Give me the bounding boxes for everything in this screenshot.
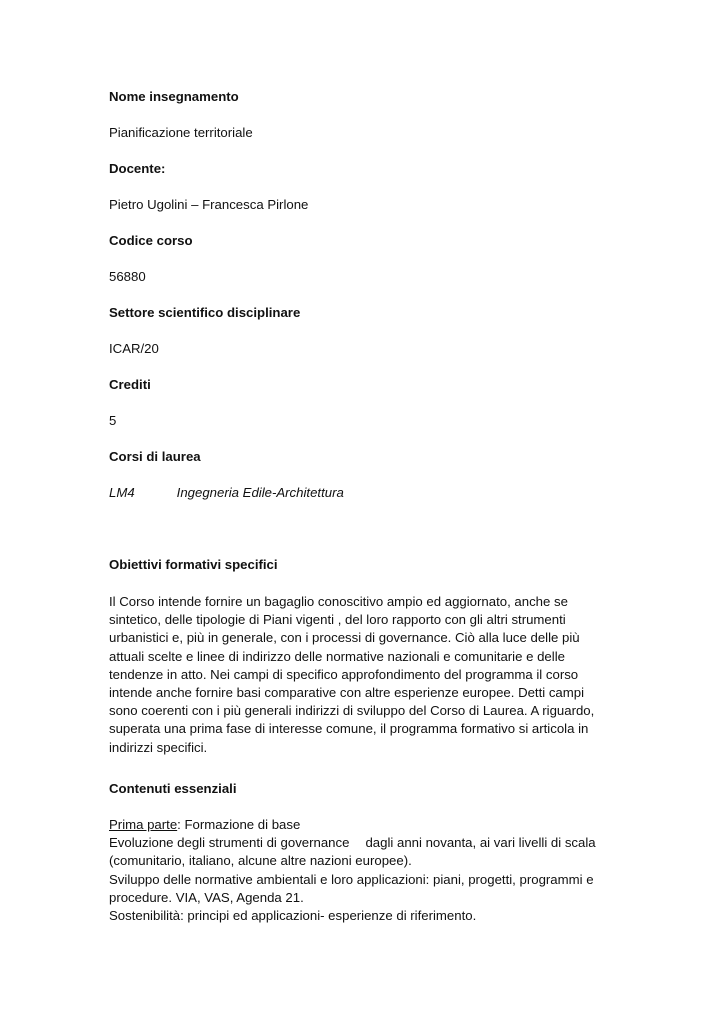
paragraph-line: indirizzi specifici. bbox=[109, 739, 208, 755]
docente-value: Pietro Ugolini – Francesca Pirlone bbox=[109, 197, 309, 212]
prima-parte-title: : Formazione di base bbox=[177, 817, 301, 832]
paragraph-line: tendenze in atto. Nei campi di specifico approfondimento del programma il corso bbox=[109, 666, 579, 682]
paragraph-line: Il Corso intende fornire un bagaglio conoscitivo ampio ed aggiornato, anche se bbox=[109, 594, 568, 609]
corsi-di-laurea-label: Corsi di laurea bbox=[109, 449, 201, 464]
crediti-value: 5 bbox=[109, 413, 117, 428]
contenuti-line-part: dagli anni novanta, ai vari livelli di scala bbox=[365, 835, 596, 851]
codice-corso-value: 56880 bbox=[109, 269, 146, 284]
obiettivi-heading: Obiettivi formativi specifici bbox=[109, 557, 278, 572]
corso-code: LM4 bbox=[109, 485, 135, 500]
corso-name: Ingegneria Edile-Architettura bbox=[176, 485, 344, 500]
settore-value: ICAR/20 bbox=[109, 341, 159, 356]
codice-corso-label: Codice corso bbox=[109, 233, 193, 248]
contenuti-line: (comunitario, italiano, alcune altre nazioni europee). bbox=[109, 853, 412, 869]
docente-label: Docente: bbox=[109, 161, 166, 176]
corsi-di-laurea-value bbox=[109, 484, 344, 502]
contenuti-line-part: Evoluzione degli strumenti di governance bbox=[109, 835, 350, 851]
nome-insegnamento-label: Nome insegnamento bbox=[109, 89, 239, 104]
settore-label: Settore scientifico disciplinare bbox=[109, 305, 301, 320]
paragraph-line: sintetico, delle tipologie di Piani vigenti , del loro rapporto con gli altri strumenti bbox=[109, 612, 566, 628]
paragraph-line: urbanistici e, più in generale, con i processi di governance. Ciò alla luce delle più bbox=[109, 630, 580, 646]
contenuti-heading: Contenuti essenziali bbox=[109, 781, 237, 796]
paragraph-line: attuali scelte e linee di indirizzo delle normative nazionali e comunitarie e delle bbox=[109, 648, 565, 664]
paragraph-line: superata una prima fase di interesse comune, il programma formativo si articola in bbox=[109, 721, 589, 737]
obiettivi-paragraph bbox=[109, 593, 629, 757]
contenuti-line bbox=[109, 834, 629, 852]
paragraph-line: sono coerenti con i più generali indirizzi di sviluppo del Corso di Laurea. A riguardo, bbox=[109, 703, 595, 719]
crediti-label: Crediti bbox=[109, 377, 151, 392]
contenuti-line: Sviluppo delle normative ambientali e loro applicazioni: piani, progetti, programmi e bbox=[109, 871, 594, 887]
contenuti-line: procedure. VIA, VAS, Agenda 21. bbox=[109, 889, 304, 905]
nome-insegnamento-value: Pianificazione territoriale bbox=[109, 125, 253, 140]
prima-parte-line bbox=[109, 816, 629, 834]
prima-parte-label: Prima parte bbox=[109, 817, 178, 832]
contenuti-line: Sostenibilità: principi ed applicazioni- esperienze di riferimento. bbox=[109, 908, 477, 924]
paragraph-line: intende anche fornire basi comparative con altre esperienze europee. Detti campi bbox=[109, 685, 585, 701]
contenuti-paragraph bbox=[109, 816, 629, 925]
